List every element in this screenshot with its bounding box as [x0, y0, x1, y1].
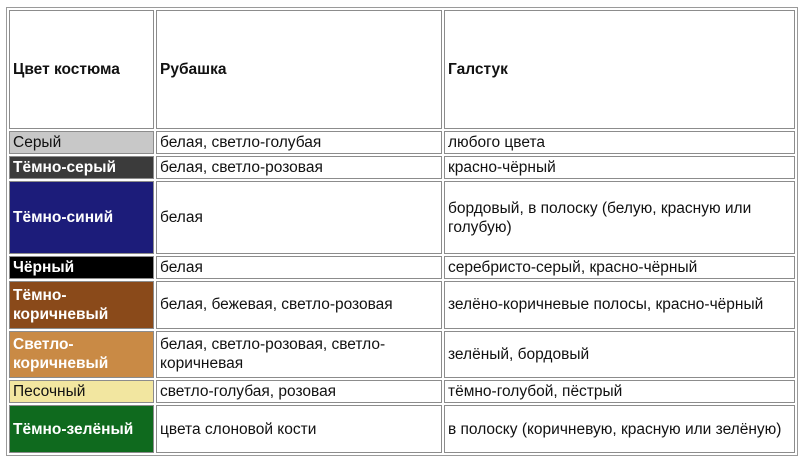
table-row: [9, 131, 795, 154]
shirt-cell: светло-голубая, розовая: [156, 380, 442, 403]
header-tie: Галстук: [444, 10, 795, 129]
shirt-cell: белая, светло-розовая: [156, 156, 442, 179]
table-row: [9, 156, 795, 179]
shirt-cell: цвета слоновой кости: [156, 405, 442, 453]
tie-cell: в полоску (коричневую, красную или зелёную): [444, 405, 795, 453]
suit-color-cell: Тёмно-коричневый: [9, 281, 154, 329]
table-row: [9, 405, 795, 453]
table-header-row: [9, 10, 795, 129]
tie-cell: серебристо-серый, красно-чёрный: [444, 256, 795, 279]
tie-cell: красно-чёрный: [444, 156, 795, 179]
tie-cell: зелёно-коричневые полосы, красно-чёрный: [444, 281, 795, 329]
table-row: [9, 380, 795, 403]
tie-cell: зелёный, бордовый: [444, 331, 795, 379]
suit-color-cell: Тёмно-синий: [9, 181, 154, 254]
suit-color-cell: Чёрный: [9, 256, 154, 279]
tie-cell: тёмно-голубой, пёстрый: [444, 380, 795, 403]
suit-color-cell: Серый: [9, 131, 154, 154]
header-suit-color: Цвет костюма: [9, 10, 154, 129]
suit-color-cell: Тёмно-серый: [9, 156, 154, 179]
suit-color-cell: Светло-коричневый: [9, 331, 154, 379]
tie-cell: любого цвета: [444, 131, 795, 154]
table-row: [9, 281, 795, 329]
shirt-cell: белая, светло-голубая: [156, 131, 442, 154]
tie-cell: бордовый, в полоску (белую, красную или голубую): [444, 181, 795, 254]
shirt-cell: белая, светло-розовая, светло-коричневая: [156, 331, 442, 379]
suit-color-cell: Тёмно-зелёный: [9, 405, 154, 453]
shirt-cell: белая, бежевая, светло-розовая: [156, 281, 442, 329]
suit-color-table: [6, 7, 798, 456]
table-row: [9, 256, 795, 279]
shirt-cell: белая: [156, 256, 442, 279]
shirt-cell: белая: [156, 181, 442, 254]
suit-color-table-frame: [6, 7, 794, 456]
suit-color-cell: Песочный: [9, 380, 154, 403]
header-shirt: Рубашка: [156, 10, 442, 129]
table-row: [9, 181, 795, 254]
table-row: [9, 331, 795, 379]
